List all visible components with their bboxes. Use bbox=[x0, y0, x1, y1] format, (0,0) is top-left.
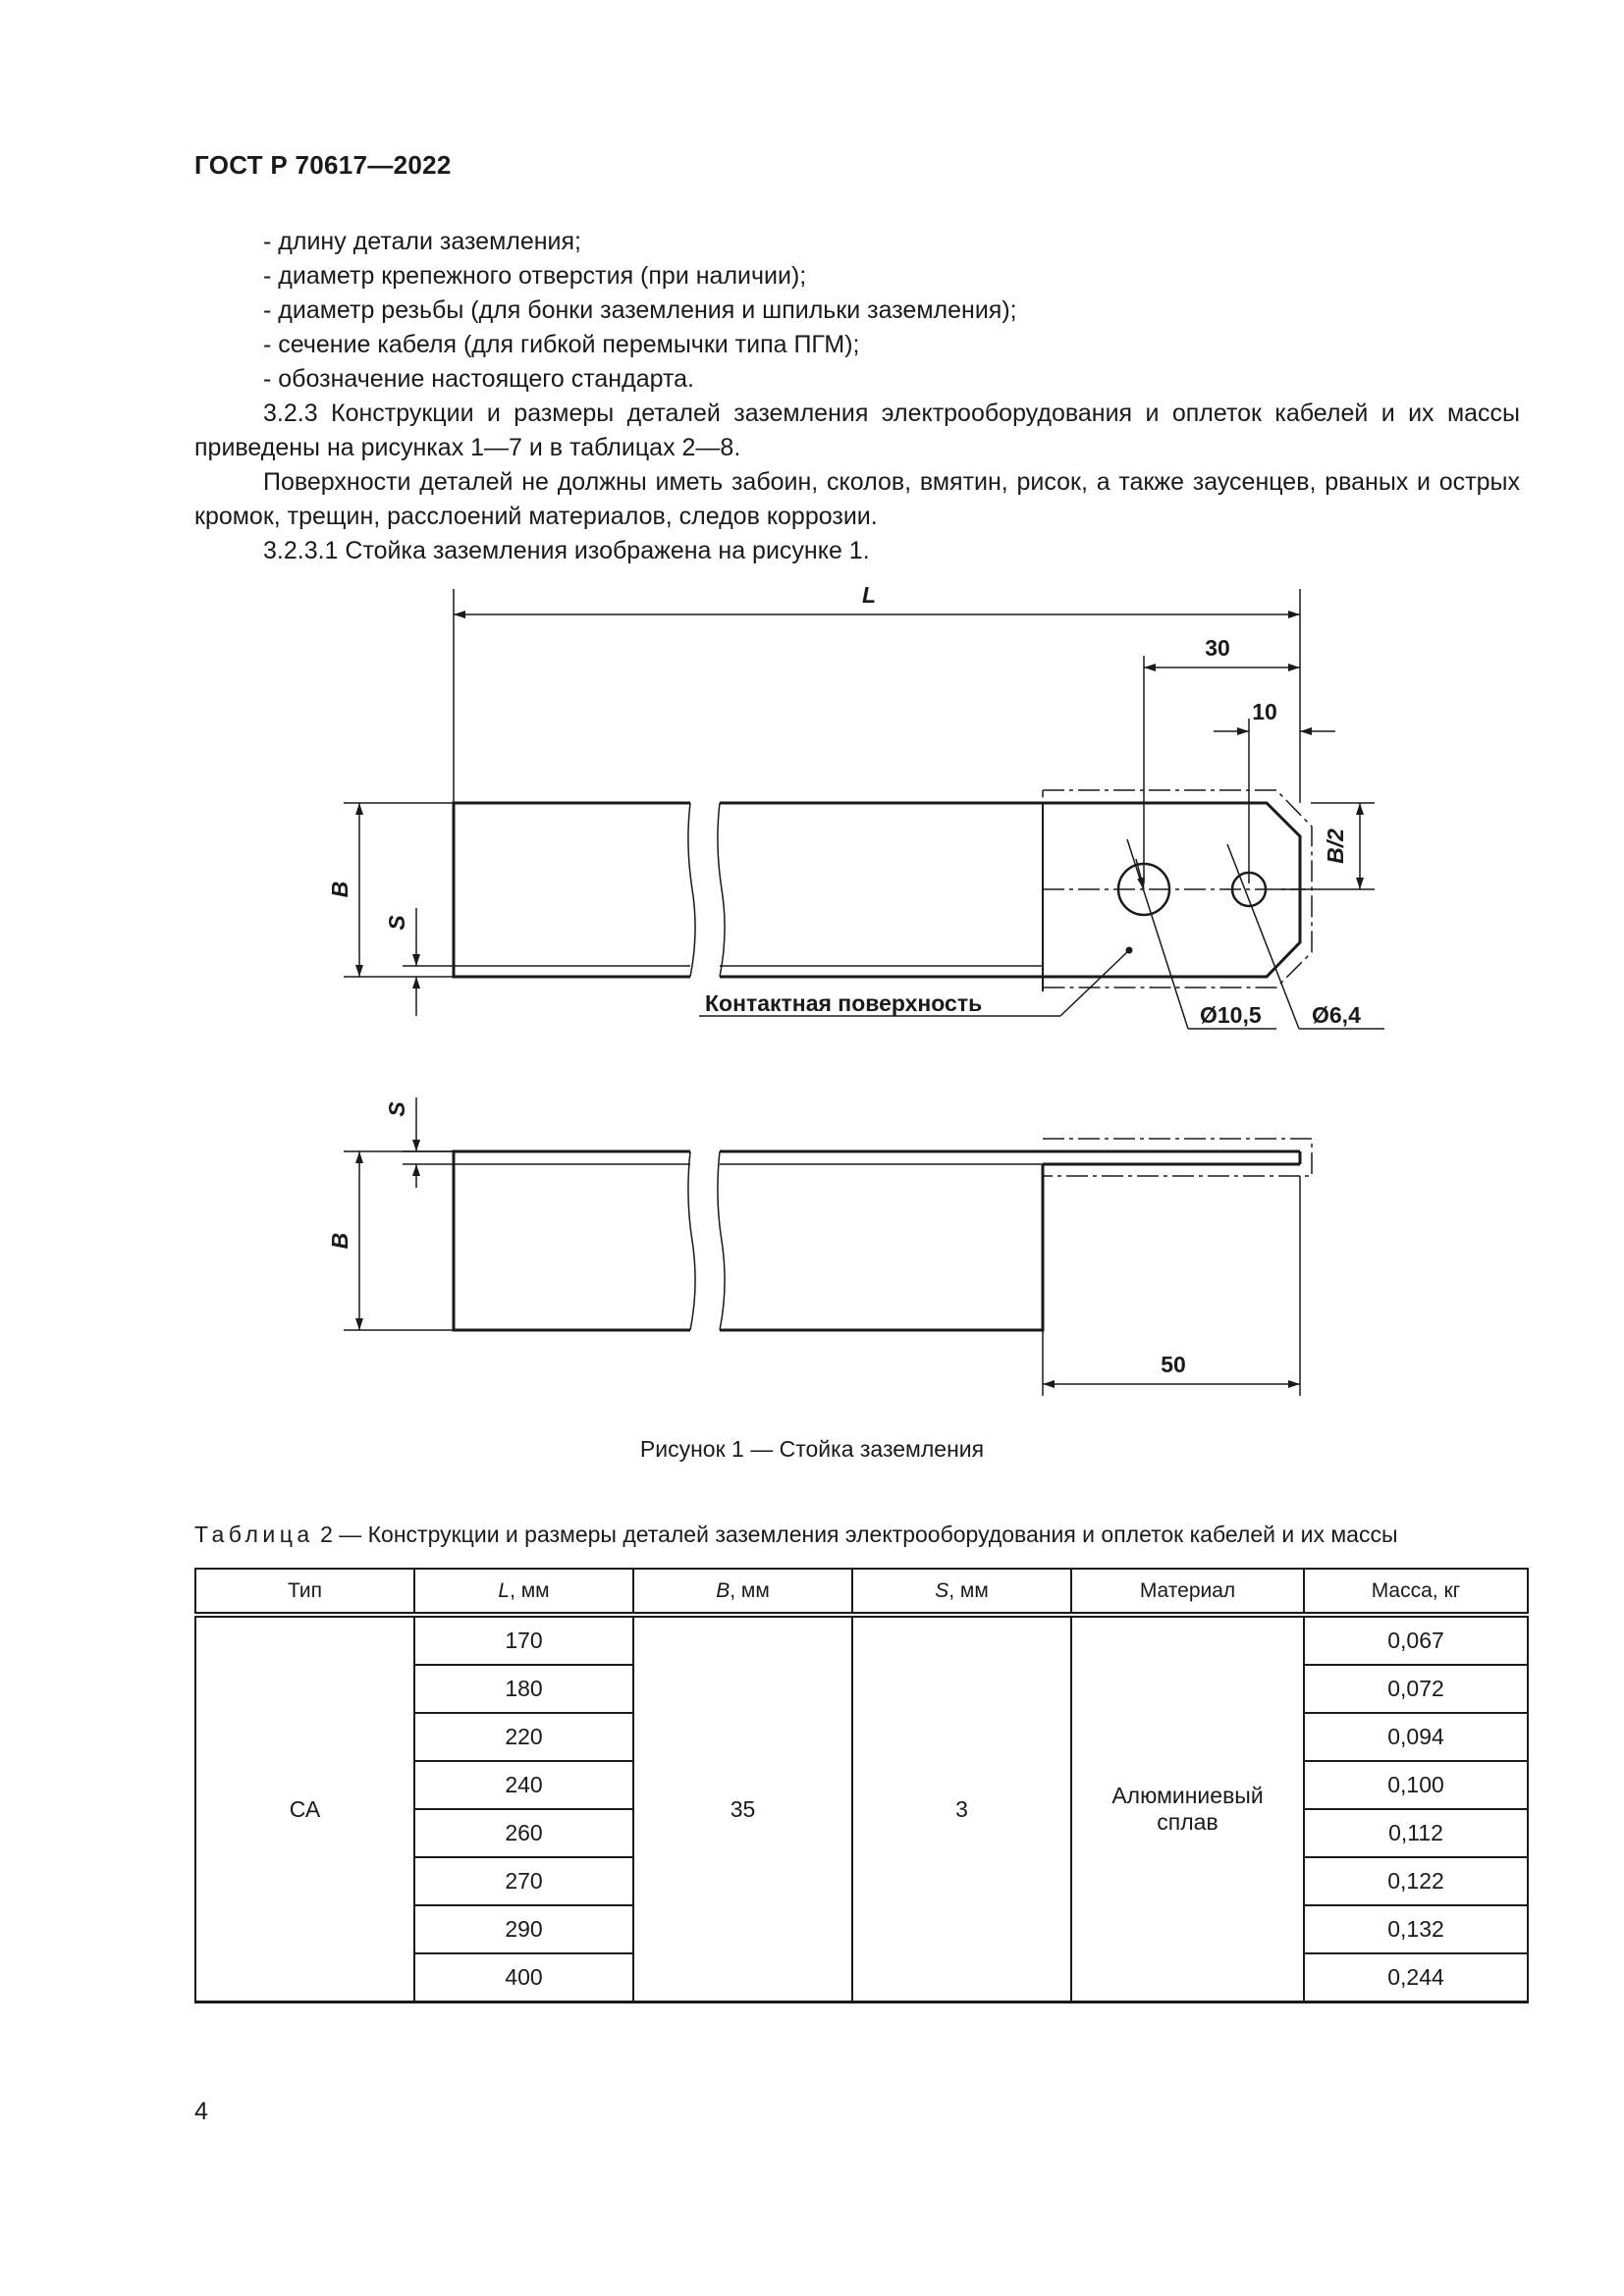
cell-material: Алюминиевый сплав bbox=[1071, 1615, 1304, 2002]
cell-L: 270 bbox=[414, 1857, 633, 1905]
table-header-row bbox=[195, 1569, 1528, 1615]
hole-label-6-4: Ø6,4 bbox=[1312, 1002, 1361, 1028]
list-item: - сечение кабеля (для гибкой перемычки типа ПГМ); bbox=[263, 331, 860, 358]
data-table bbox=[194, 1568, 1529, 2003]
cell-L: 290 bbox=[414, 1905, 633, 1953]
cell-mass: 0,100 bbox=[1304, 1761, 1528, 1809]
cell-L: 170 bbox=[414, 1615, 633, 1665]
page-number: 4 bbox=[194, 2098, 208, 2125]
cell-mass: 0,122 bbox=[1304, 1857, 1528, 1905]
cell-mass: 0,094 bbox=[1304, 1713, 1528, 1761]
header-type: Тип bbox=[195, 1569, 414, 1615]
cell-L: 220 bbox=[414, 1713, 633, 1761]
list-item: - диаметр резьбы (для бонки заземления и шпильки заземления); bbox=[263, 296, 1017, 324]
list-item: - длину детали заземления; bbox=[263, 228, 581, 255]
cell-L: 180 bbox=[414, 1665, 633, 1713]
dim-label-B-side: B bbox=[327, 1232, 352, 1250]
header-L: L, мм bbox=[414, 1569, 633, 1615]
cell-L: 260 bbox=[414, 1809, 633, 1857]
cell-L: 400 bbox=[414, 1953, 633, 2002]
table-row bbox=[195, 1615, 1528, 1665]
paragraph-surfaces: Поверхности деталей не должны иметь забоин, сколов, вмятин, рисок, а также заусенцев, рваных и острых кромок, трещин, расслоений материалов, следов коррозии. bbox=[194, 468, 1520, 530]
dim-label-L: L bbox=[861, 582, 877, 608]
cell-S: 3 bbox=[852, 1615, 1071, 2002]
header-B: B, мм bbox=[633, 1569, 852, 1615]
paragraph-3-2-3-1: 3.2.3.1 Стойка заземления изображена на рисунке 1. bbox=[263, 537, 870, 564]
cell-mass: 0,244 bbox=[1304, 1953, 1528, 2002]
document-header: ГОСТ Р 70617—2022 bbox=[194, 150, 452, 180]
cell-type: СА bbox=[195, 1615, 414, 2002]
cell-B: 35 bbox=[633, 1615, 852, 2002]
hole-label-10-5: Ø10,5 bbox=[1200, 1002, 1262, 1028]
cell-L: 240 bbox=[414, 1761, 633, 1809]
contact-surface-label: Контактная поверхность bbox=[705, 990, 983, 1016]
list-item: - диаметр крепежного отверстия (при наличии); bbox=[263, 262, 807, 290]
cell-mass: 0,112 bbox=[1304, 1809, 1528, 1857]
cell-mass: 0,072 bbox=[1304, 1665, 1528, 1713]
dim-label-30: 30 bbox=[1205, 635, 1230, 661]
table-caption-prefix: Таблица bbox=[194, 1522, 314, 1547]
cell-mass: 0,132 bbox=[1304, 1905, 1528, 1953]
dim-label-S-side: S bbox=[384, 1101, 409, 1117]
list-item: - обозначение настоящего стандарта. bbox=[263, 365, 694, 393]
table-caption-text: 2 — Конструкции и размеры деталей заземления электрооборудования и оплеток кабелей и их массы bbox=[313, 1522, 1398, 1547]
header-S: S, мм bbox=[852, 1569, 1071, 1615]
header-mass: Масса, кг bbox=[1304, 1569, 1528, 1615]
table-caption bbox=[194, 1522, 1530, 1548]
dim-label-b-half: B/2 bbox=[1323, 828, 1348, 864]
dim-label-S-top: S bbox=[384, 915, 409, 931]
dim-label-10: 10 bbox=[1252, 699, 1277, 724]
paragraph-3-2-3: 3.2.3 Конструкции и размеры деталей заземления электрооборудования и оплеток кабелей и их массы приведены на рисунках 1—7 и в таблицах 2—8. bbox=[194, 400, 1520, 461]
dim-label-50: 50 bbox=[1161, 1352, 1186, 1377]
cell-mass: 0,067 bbox=[1304, 1615, 1528, 1665]
dim-label-B-top: B bbox=[327, 881, 352, 898]
header-material: Материал bbox=[1071, 1569, 1304, 1615]
figure-caption: Рисунок 1 — Стойка заземления bbox=[639, 1436, 985, 1462]
